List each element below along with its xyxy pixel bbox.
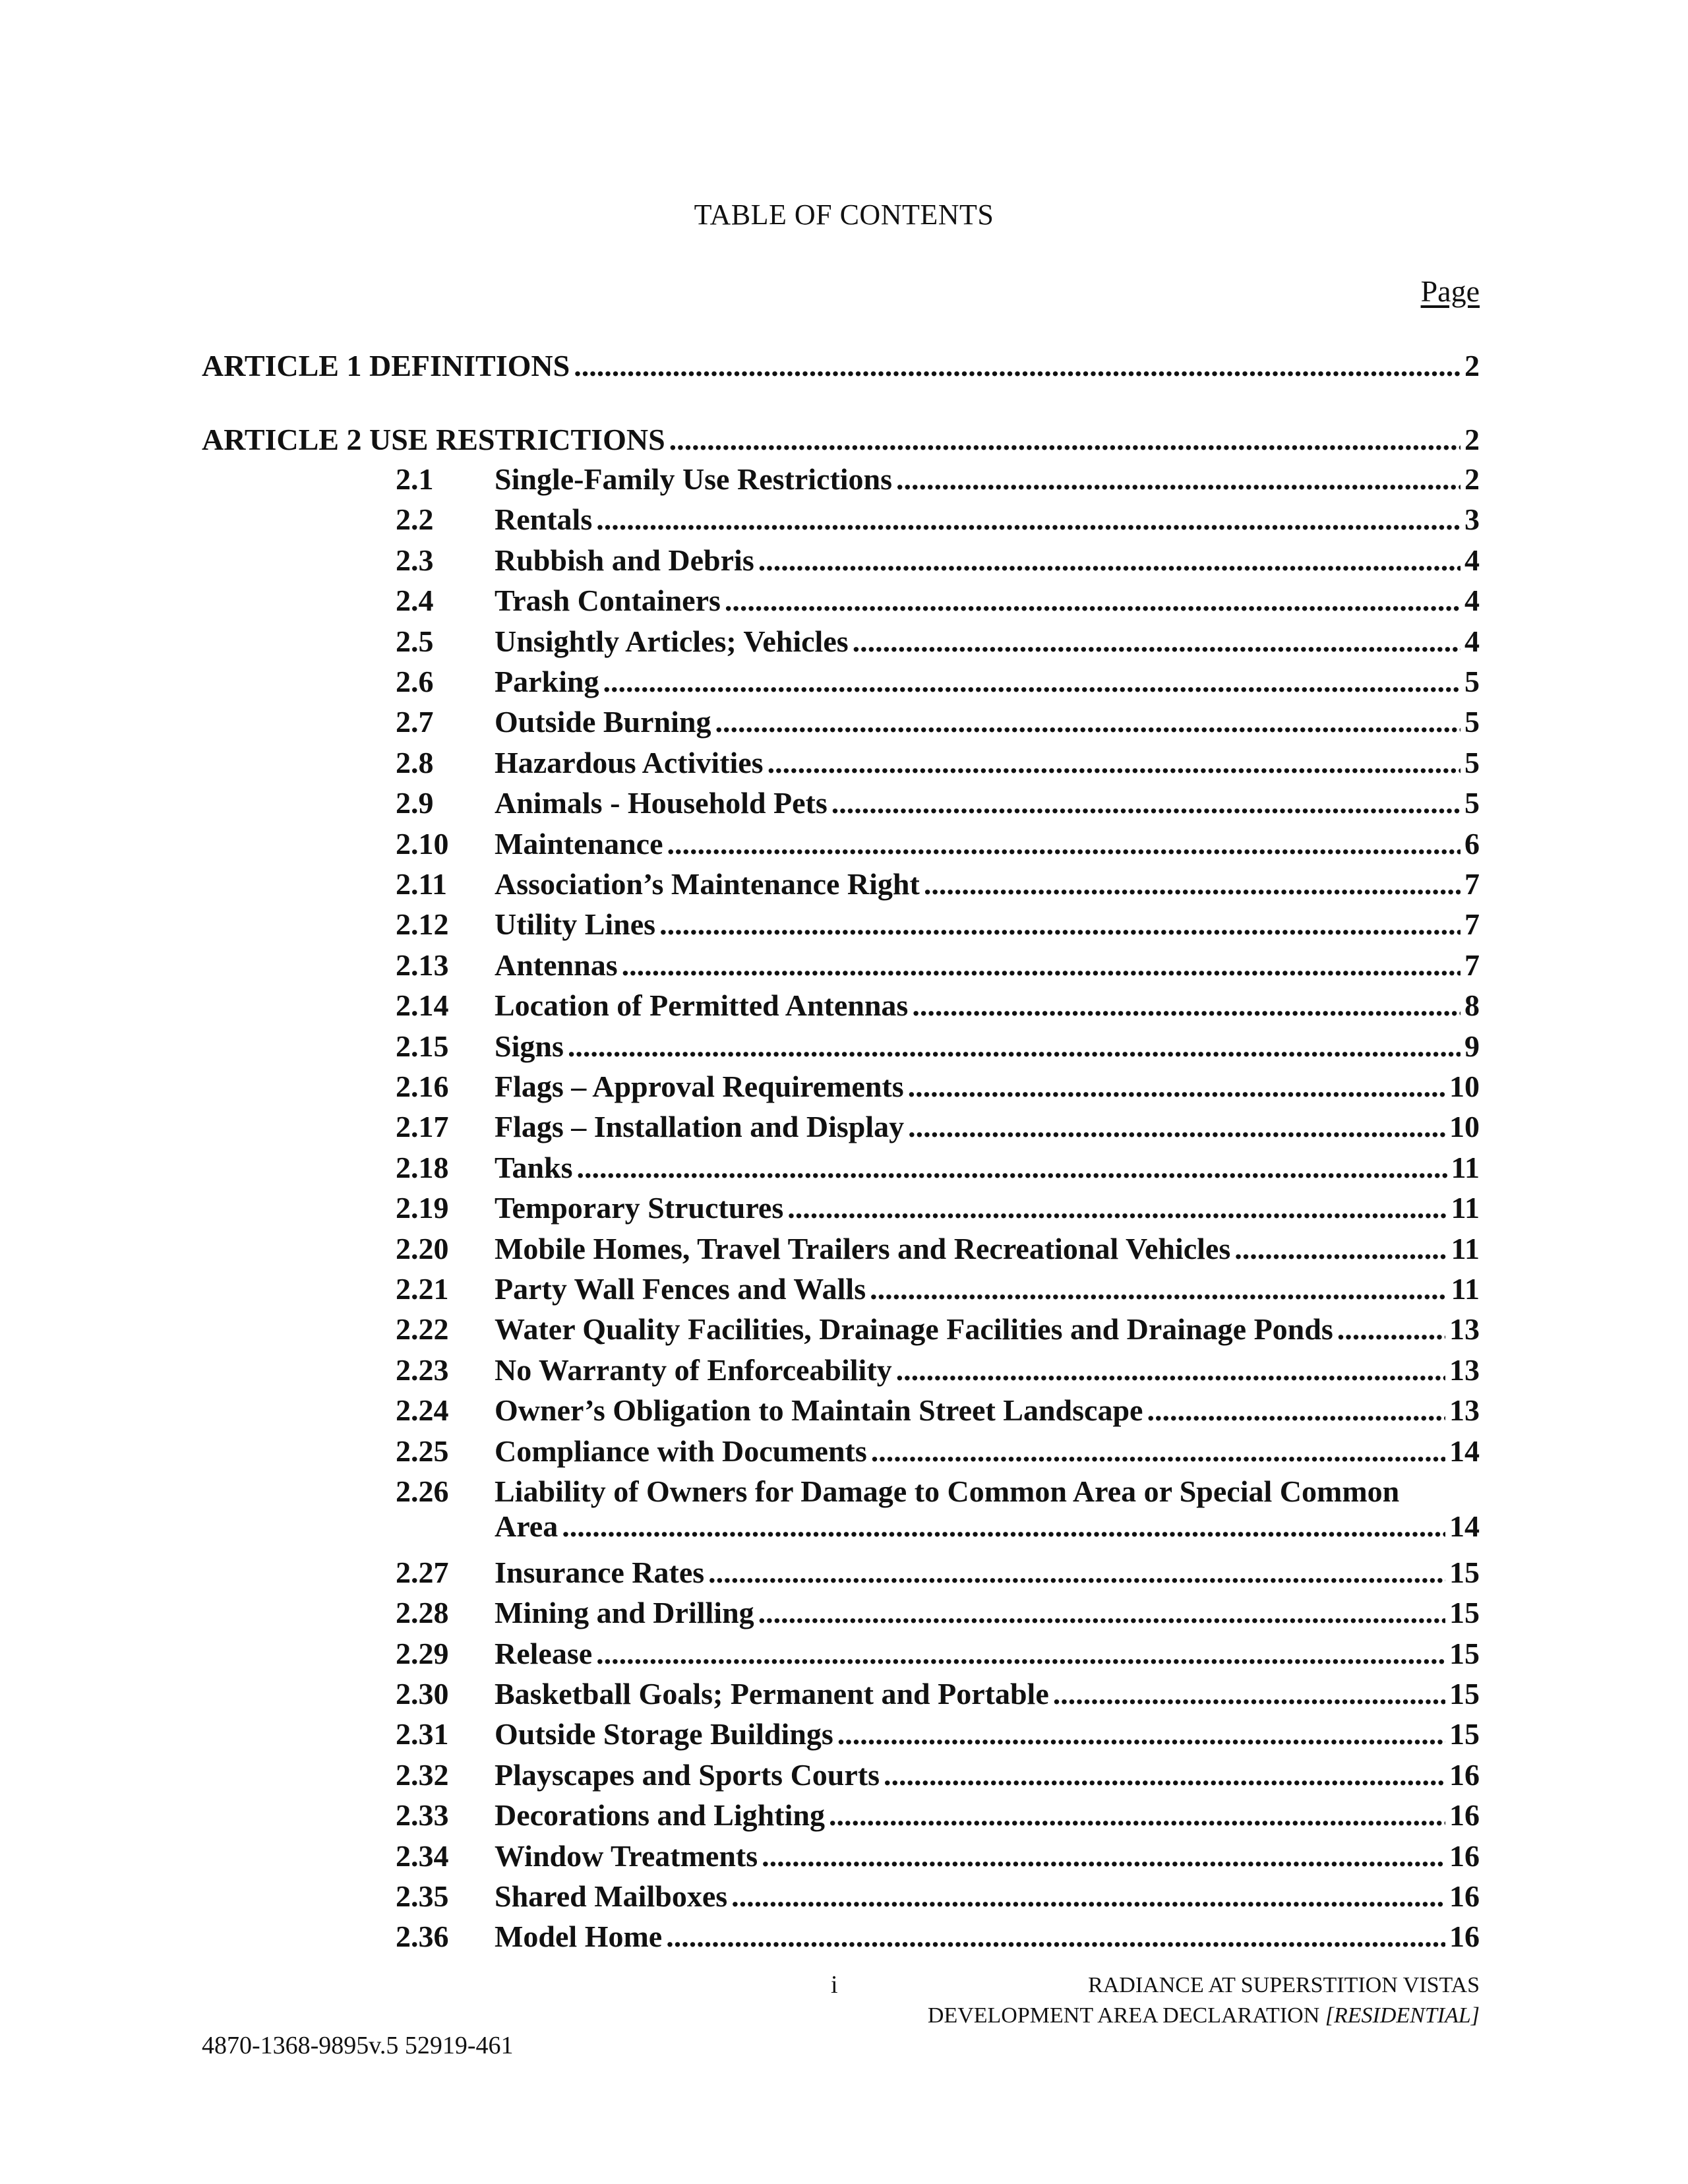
section-label: Basketball Goals; Permanent and Portable <box>495 1677 1049 1711</box>
section-label: Model Home <box>495 1920 663 1953</box>
dot-leader <box>577 1150 1447 1185</box>
toc-article-2[interactable] <box>202 422 1480 457</box>
page-title: TABLE OF CONTENTS <box>694 198 994 231</box>
section-number: 2.14 <box>396 988 449 1022</box>
section-label: Trash Containers <box>495 584 721 617</box>
section-number: 2.11 <box>396 867 447 901</box>
section-number: 2.27 <box>396 1556 449 1589</box>
dot-leader <box>884 1757 1445 1792</box>
section-page: 2 <box>1464 462 1480 496</box>
footer-line-2-italic: [RESIDENTIAL] <box>1325 2003 1480 2028</box>
section-label: Owner’s Obligation to Maintain Street Landscape <box>495 1393 1143 1427</box>
dot-leader <box>574 348 1461 383</box>
dot-leader <box>666 1919 1445 1954</box>
toc-entry[interactable] <box>396 1029 1480 1064</box>
toc-entry[interactable] <box>396 1595 1480 1630</box>
section-page: 15 <box>1449 1717 1480 1751</box>
dot-leader <box>731 1879 1445 1914</box>
toc-entry[interactable] <box>396 785 1480 820</box>
section-number: 2.35 <box>396 1879 449 1913</box>
toc-entry[interactable] <box>396 502 1480 537</box>
dot-leader <box>853 624 1461 659</box>
section-label: Outside Storage Buildings <box>495 1717 833 1751</box>
section-number: 2.18 <box>396 1151 449 1184</box>
dot-leader <box>837 1716 1445 1751</box>
toc-entry[interactable] <box>396 1716 1480 1751</box>
dot-leader <box>768 745 1461 780</box>
toc-entry[interactable] <box>396 948 1480 983</box>
section-page: 7 <box>1464 867 1480 901</box>
toc-entry[interactable] <box>396 1636 1480 1671</box>
dot-leader <box>870 1271 1447 1306</box>
dot-leader <box>762 1838 1445 1873</box>
toc-entry[interactable] <box>396 907 1480 942</box>
section-number: 2.25 <box>396 1434 449 1468</box>
toc-entry[interactable] <box>396 664 1480 699</box>
section-label: Unsightly Articles; Vehicles <box>495 624 849 658</box>
dot-leader <box>787 1190 1447 1225</box>
section-label: Flags – Approval Requirements <box>495 1070 904 1103</box>
dot-leader <box>596 502 1461 537</box>
section-page: 7 <box>1464 948 1480 982</box>
toc-entry[interactable] <box>396 1434 1480 1469</box>
section-label: Mining and Drilling <box>495 1596 754 1629</box>
section-label: Flags – Installation and Display <box>495 1110 905 1143</box>
section-label: Location of Permitted Antennas <box>495 988 909 1022</box>
section-number: 2.26 <box>396 1474 449 1508</box>
section-label: Animals - Household Pets <box>495 786 828 820</box>
dot-leader <box>1053 1676 1445 1711</box>
section-page: 9 <box>1464 1029 1480 1063</box>
section-page: 16 <box>1449 1798 1480 1832</box>
section-label: Utility Lines <box>495 907 656 941</box>
section-page: 15 <box>1449 1596 1480 1629</box>
section-number: 2.28 <box>396 1596 449 1629</box>
section-number: 2.1 <box>396 462 434 496</box>
toc-entry[interactable] <box>396 1271 1480 1306</box>
section-page: 13 <box>1449 1312 1480 1346</box>
toc-entry[interactable] <box>396 1676 1480 1711</box>
section-page: 16 <box>1449 1879 1480 1913</box>
dot-leader <box>912 988 1461 1023</box>
dot-leader <box>758 543 1461 578</box>
dot-leader <box>603 664 1461 699</box>
footer-page-number: i <box>831 1971 838 1999</box>
dot-leader <box>1147 1393 1445 1428</box>
section-number: 2.4 <box>396 584 434 617</box>
toc-entry[interactable] <box>396 624 1480 659</box>
section-page: 5 <box>1464 786 1480 820</box>
dot-leader <box>1234 1231 1447 1266</box>
toc-entry[interactable] <box>396 988 1480 1023</box>
section-page: 15 <box>1449 1677 1480 1711</box>
section-label: Playscapes and Sports Courts <box>495 1758 880 1792</box>
section-number: 2.17 <box>396 1110 449 1143</box>
toc-entry[interactable] <box>396 1919 1480 1954</box>
section-number: 2.16 <box>396 1070 449 1103</box>
section-label-line1: Liability of Owners for Damage to Common Area or Special Common <box>495 1474 1400 1508</box>
dot-leader <box>715 704 1461 739</box>
section-label: Rubbish and Debris <box>495 543 754 577</box>
section-page: 8 <box>1464 988 1480 1022</box>
section-number: 2.23 <box>396 1353 449 1387</box>
article-label: ARTICLE 2 USE RESTRICTIONS <box>202 423 665 456</box>
toc-entry[interactable] <box>396 1069 1480 1104</box>
section-label: Antennas <box>495 948 618 982</box>
document-id: 4870-1368-9895v.5 52919-461 <box>202 2032 514 2059</box>
section-number: 2.29 <box>396 1637 449 1670</box>
dot-leader <box>1337 1312 1445 1347</box>
section-number: 2.24 <box>396 1393 449 1427</box>
section-number: 2.9 <box>396 786 434 820</box>
dot-leader <box>725 583 1461 618</box>
section-label: Tanks <box>495 1151 573 1184</box>
section-label: Rentals <box>495 502 593 536</box>
section-number: 2.2 <box>396 502 434 536</box>
dot-leader <box>667 826 1461 861</box>
section-page: 4 <box>1464 584 1480 617</box>
dot-leader <box>758 1595 1445 1630</box>
section-page: 4 <box>1464 624 1480 658</box>
section-page: 16 <box>1449 1920 1480 1953</box>
dot-leader <box>829 1798 1445 1833</box>
toc-article-1[interactable] <box>202 348 1480 383</box>
section-page: 11 <box>1451 1191 1480 1225</box>
section-label: Single-Family Use Restrictions <box>495 462 893 496</box>
section-label: Insurance Rates <box>495 1556 705 1589</box>
article-page: 2 <box>1464 423 1480 456</box>
toc-entry[interactable] <box>396 1393 1480 1428</box>
toc-entry[interactable] <box>396 1798 1480 1833</box>
section-number: 2.3 <box>396 543 434 577</box>
section-number: 2.19 <box>396 1191 449 1225</box>
section-page: 4 <box>1464 543 1480 577</box>
footer-line-2-text: DEVELOPMENT AREA DECLARATION <box>927 2003 1320 2028</box>
section-label: Maintenance <box>495 827 663 861</box>
section-page: 16 <box>1449 1758 1480 1792</box>
section-number: 2.8 <box>396 746 434 779</box>
section-page: 16 <box>1449 1839 1480 1873</box>
dot-leader <box>908 1069 1445 1104</box>
dot-leader <box>831 785 1461 820</box>
section-number: 2.21 <box>396 1272 449 1306</box>
section-label: No Warranty of Enforceability <box>495 1353 892 1387</box>
section-page: 14 <box>1449 1509 1480 1543</box>
section-label: Area <box>495 1509 558 1543</box>
section-label: Temporary Structures <box>495 1191 784 1225</box>
section-page: 13 <box>1449 1353 1480 1387</box>
section-number: 2.12 <box>396 907 449 941</box>
section-label: Window Treatments <box>495 1839 758 1873</box>
footer-line-1: RADIANCE AT SUPERSTITION VISTAS <box>1088 1973 1480 1997</box>
section-number: 2.33 <box>396 1798 449 1832</box>
section-label: Signs <box>495 1029 564 1063</box>
footer-document-title <box>928 1970 1480 2031</box>
section-page: 11 <box>1451 1151 1480 1184</box>
section-page: 5 <box>1464 665 1480 698</box>
toc-entry[interactable] <box>396 1474 1480 1544</box>
section-number: 2.22 <box>396 1312 449 1346</box>
footer-line-2 <box>928 2001 1480 2031</box>
section-label: Party Wall Fences and Walls <box>495 1272 866 1306</box>
section-label: Hazardous Activities <box>495 746 764 779</box>
section-page: 14 <box>1449 1434 1480 1468</box>
toc-entry[interactable] <box>396 1190 1480 1225</box>
dot-leader <box>659 907 1461 942</box>
section-page: 5 <box>1464 746 1480 779</box>
section-number: 2.10 <box>396 827 449 861</box>
dot-leader <box>896 462 1461 497</box>
section-page: 3 <box>1464 502 1480 536</box>
dot-leader <box>871 1434 1445 1469</box>
section-label: Compliance with Documents <box>495 1434 867 1468</box>
section-label: Decorations and Lighting <box>495 1798 825 1832</box>
section-page: 15 <box>1449 1637 1480 1670</box>
toc-entry[interactable] <box>396 462 1480 497</box>
section-label: Parking <box>495 665 599 698</box>
dot-leader <box>708 1555 1445 1590</box>
section-number: 2.5 <box>396 624 434 658</box>
section-number: 2.6 <box>396 665 434 698</box>
section-number: 2.30 <box>396 1677 449 1711</box>
toc-entry[interactable] <box>396 1879 1480 1914</box>
dot-leader <box>669 422 1461 457</box>
section-number: 2.32 <box>396 1758 449 1792</box>
section-page: 10 <box>1449 1070 1480 1103</box>
toc-entry[interactable] <box>396 543 1480 578</box>
section-label: Mobile Homes, Travel Trailers and Recreational Vehicles <box>495 1232 1231 1265</box>
section-number: 2.34 <box>396 1839 449 1873</box>
toc-entry[interactable] <box>396 1555 1480 1590</box>
section-label: Release <box>495 1637 593 1670</box>
section-number: 2.7 <box>396 705 434 739</box>
section-page: 5 <box>1464 705 1480 739</box>
dot-leader <box>562 1509 1445 1544</box>
section-number: 2.15 <box>396 1029 449 1063</box>
toc-entry[interactable] <box>396 745 1480 780</box>
section-label: Water Quality Facilities, Drainage Facilities and Drainage Ponds <box>495 1312 1333 1346</box>
dot-leader <box>622 948 1461 983</box>
dot-leader <box>924 866 1461 901</box>
article-page: 2 <box>1464 349 1480 382</box>
section-page: 13 <box>1449 1393 1480 1427</box>
article-label: ARTICLE 1 DEFINITIONS <box>202 349 570 382</box>
toc-entry[interactable] <box>396 1312 1480 1347</box>
section-page: 11 <box>1451 1272 1480 1306</box>
toc-entry[interactable] <box>396 1150 1480 1185</box>
section-number: 2.13 <box>396 948 449 982</box>
dot-leader <box>896 1352 1445 1387</box>
section-number: 2.36 <box>396 1920 449 1953</box>
section-page: 7 <box>1464 907 1480 941</box>
toc-entry[interactable] <box>396 1352 1480 1387</box>
toc-entry[interactable] <box>396 826 1480 861</box>
toc-entry[interactable] <box>396 583 1480 618</box>
toc-entry[interactable] <box>396 1757 1480 1792</box>
section-page: 11 <box>1451 1232 1480 1265</box>
toc-entry[interactable] <box>396 704 1480 739</box>
dot-leader <box>908 1109 1445 1144</box>
toc-entry[interactable] <box>396 866 1480 901</box>
dot-leader <box>596 1636 1445 1671</box>
dot-leader <box>568 1029 1461 1064</box>
section-page: 6 <box>1464 827 1480 861</box>
page-column-header: Page <box>1420 274 1480 308</box>
section-page: 10 <box>1449 1110 1480 1143</box>
section-label: Association’s Maintenance Right <box>495 867 920 901</box>
toc-entry[interactable] <box>396 1231 1480 1266</box>
section-number: 2.20 <box>396 1232 449 1265</box>
section-number: 2.31 <box>396 1717 449 1751</box>
section-label: Shared Mailboxes <box>495 1879 728 1913</box>
toc-entry[interactable] <box>396 1109 1480 1144</box>
section-page: 15 <box>1449 1556 1480 1589</box>
section-label: Outside Burning <box>495 705 711 739</box>
toc-entry[interactable] <box>396 1838 1480 1873</box>
